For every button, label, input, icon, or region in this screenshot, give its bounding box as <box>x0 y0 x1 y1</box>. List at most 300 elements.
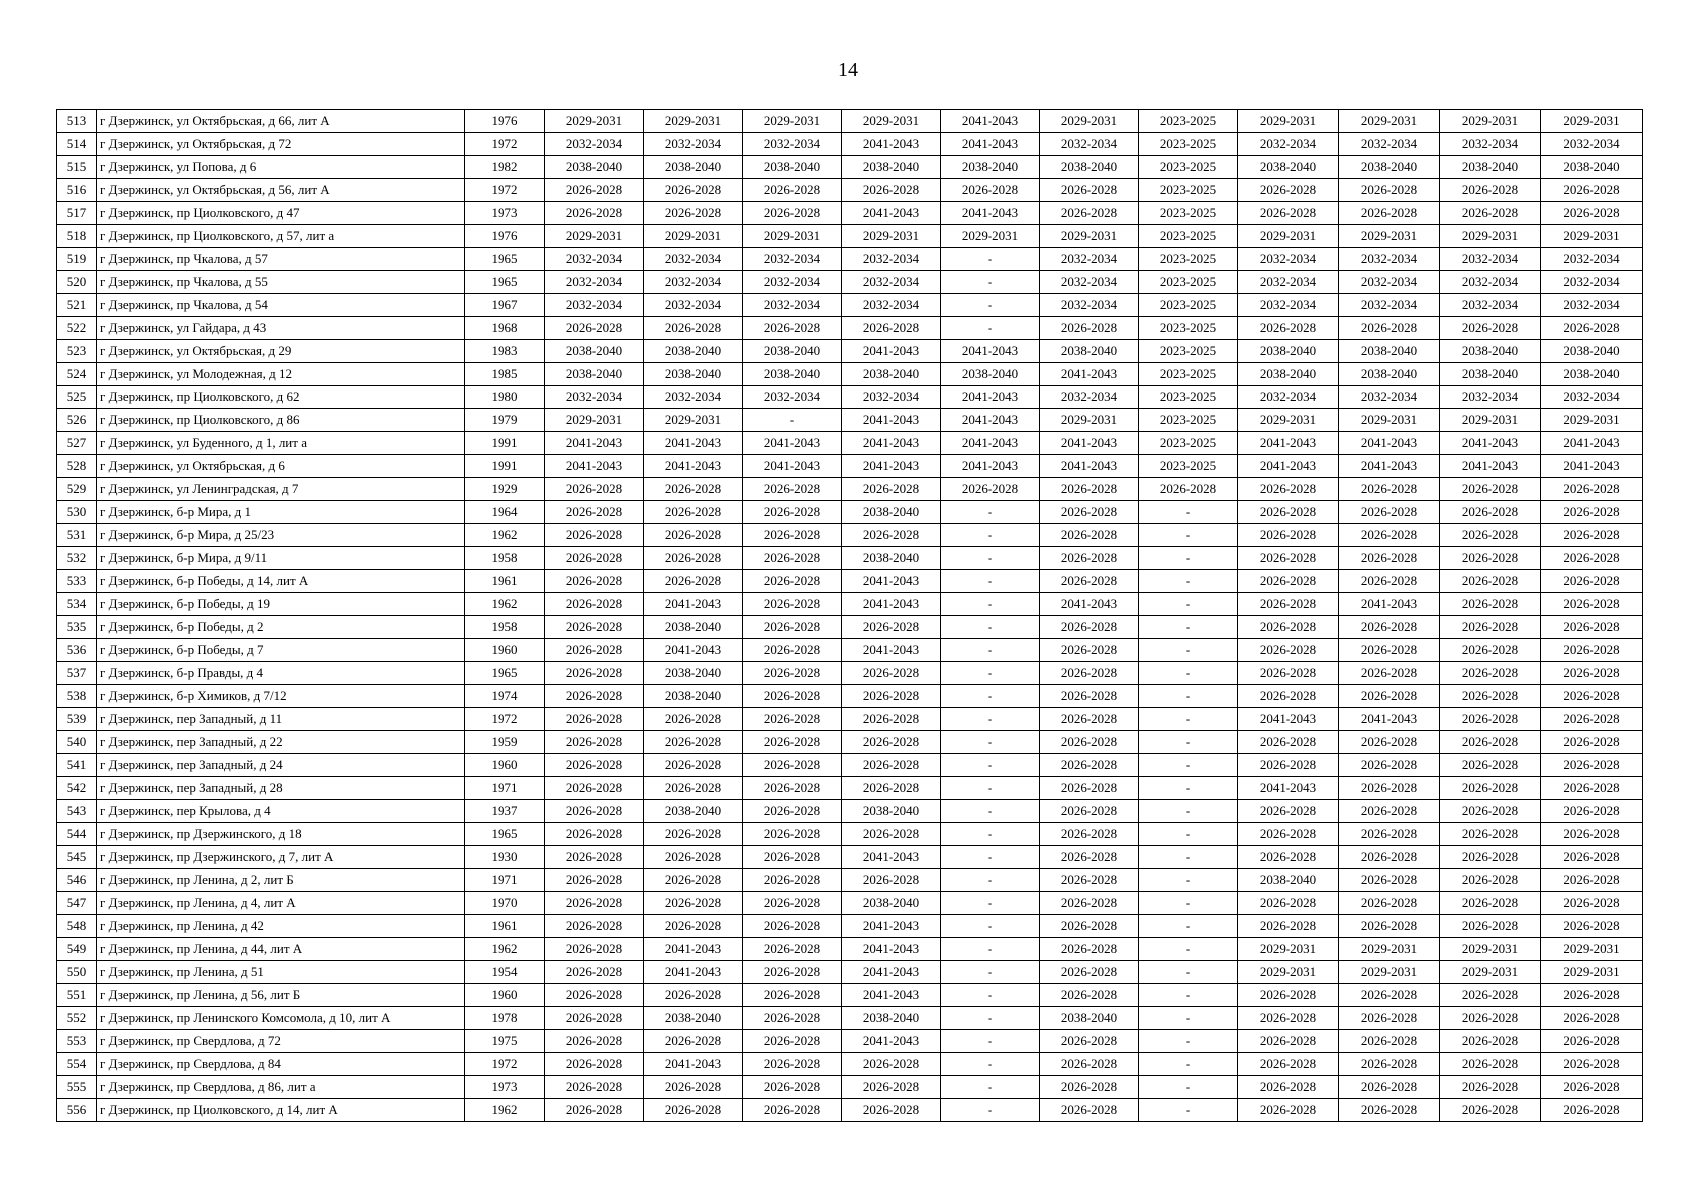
period-col-5: - <box>941 1099 1040 1122</box>
period-col-6: 2026-2028 <box>1040 1053 1139 1076</box>
row-number: 548 <box>57 915 97 938</box>
period-col-8: 2029-2031 <box>1238 225 1339 248</box>
period-col-10: 2026-2028 <box>1440 1030 1541 1053</box>
period-col-8: 2041-2043 <box>1238 777 1339 800</box>
period-col-4: 2026-2028 <box>842 179 941 202</box>
period-col-1: 2029-2031 <box>545 110 644 133</box>
table-row <box>57 708 1643 731</box>
period-col-8: 2029-2031 <box>1238 961 1339 984</box>
period-col-11: 2026-2028 <box>1541 317 1643 340</box>
period-col-5: - <box>941 294 1040 317</box>
address: г Дзержинск, пр Циолковского, д 62 <box>97 386 465 409</box>
period-col-10: 2026-2028 <box>1440 777 1541 800</box>
period-col-7: 2023-2025 <box>1139 248 1238 271</box>
period-col-3: 2026-2028 <box>743 685 842 708</box>
period-col-10: 2029-2031 <box>1440 409 1541 432</box>
period-col-8: 2038-2040 <box>1238 156 1339 179</box>
period-col-6: 2038-2040 <box>1040 340 1139 363</box>
period-col-8: 2026-2028 <box>1238 984 1339 1007</box>
address: г Дзержинск, пр Свердлова, д 86, лит а <box>97 1076 465 1099</box>
address: г Дзержинск, ул Попова, д 6 <box>97 156 465 179</box>
period-col-9: 2029-2031 <box>1339 225 1440 248</box>
period-col-3: 2026-2028 <box>743 708 842 731</box>
period-col-11: 2041-2043 <box>1541 432 1643 455</box>
year-built: 1971 <box>465 777 545 800</box>
period-col-1: 2026-2028 <box>545 317 644 340</box>
period-col-1: 2026-2028 <box>545 1076 644 1099</box>
period-col-7: - <box>1139 846 1238 869</box>
period-col-6: 2026-2028 <box>1040 524 1139 547</box>
period-col-5: - <box>941 846 1040 869</box>
period-col-2: 2026-2028 <box>644 1076 743 1099</box>
period-col-9: 2038-2040 <box>1339 363 1440 386</box>
period-col-6: 2029-2031 <box>1040 225 1139 248</box>
period-col-1: 2026-2028 <box>545 570 644 593</box>
period-col-8: 2026-2028 <box>1238 754 1339 777</box>
period-col-5: - <box>941 938 1040 961</box>
period-col-1: 2038-2040 <box>545 363 644 386</box>
period-col-7: - <box>1139 823 1238 846</box>
year-built: 1979 <box>465 409 545 432</box>
period-col-11: 2032-2034 <box>1541 271 1643 294</box>
period-col-4: 2041-2043 <box>842 432 941 455</box>
period-col-7: - <box>1139 593 1238 616</box>
period-col-9: 2026-2028 <box>1339 639 1440 662</box>
period-col-9: 2041-2043 <box>1339 432 1440 455</box>
table-row <box>57 478 1643 501</box>
period-col-11: 2026-2028 <box>1541 777 1643 800</box>
period-col-1: 2026-2028 <box>545 846 644 869</box>
period-col-7: 2023-2025 <box>1139 133 1238 156</box>
period-col-9: 2029-2031 <box>1339 938 1440 961</box>
period-col-2: 2026-2028 <box>644 777 743 800</box>
period-col-7: - <box>1139 524 1238 547</box>
period-col-10: 2038-2040 <box>1440 156 1541 179</box>
period-col-2: 2026-2028 <box>644 478 743 501</box>
period-col-2: 2038-2040 <box>644 156 743 179</box>
period-col-8: 2026-2028 <box>1238 823 1339 846</box>
table-row <box>57 823 1643 846</box>
period-col-9: 2026-2028 <box>1339 202 1440 225</box>
period-col-4: 2041-2043 <box>842 409 941 432</box>
period-col-6: 2026-2028 <box>1040 823 1139 846</box>
address: г Дзержинск, б-р Мира, д 25/23 <box>97 524 465 547</box>
period-col-8: 2026-2028 <box>1238 731 1339 754</box>
address: г Дзержинск, ул Гайдара, д 43 <box>97 317 465 340</box>
period-col-5: - <box>941 892 1040 915</box>
period-col-1: 2032-2034 <box>545 271 644 294</box>
table-row <box>57 915 1643 938</box>
period-col-1: 2038-2040 <box>545 340 644 363</box>
address: г Дзержинск, пер Западный, д 22 <box>97 731 465 754</box>
year-built: 1964 <box>465 501 545 524</box>
table-row <box>57 501 1643 524</box>
year-built: 1972 <box>465 133 545 156</box>
period-col-7: - <box>1139 892 1238 915</box>
period-col-2: 2041-2043 <box>644 961 743 984</box>
period-col-8: 2038-2040 <box>1238 869 1339 892</box>
period-col-11: 2026-2028 <box>1541 685 1643 708</box>
period-col-6: 2026-2028 <box>1040 731 1139 754</box>
year-built: 1973 <box>465 1076 545 1099</box>
period-col-4: 2032-2034 <box>842 294 941 317</box>
period-col-7: - <box>1139 501 1238 524</box>
period-col-11: 2026-2028 <box>1541 1053 1643 1076</box>
year-built: 1972 <box>465 179 545 202</box>
period-col-8: 2026-2028 <box>1238 846 1339 869</box>
period-col-3: - <box>743 409 842 432</box>
year-built: 1958 <box>465 547 545 570</box>
table-row <box>57 685 1643 708</box>
row-number: 524 <box>57 363 97 386</box>
year-built: 1982 <box>465 156 545 179</box>
period-col-2: 2038-2040 <box>644 662 743 685</box>
table-row <box>57 593 1643 616</box>
period-col-10: 2026-2028 <box>1440 869 1541 892</box>
period-col-11: 2029-2031 <box>1541 961 1643 984</box>
period-col-9: 2032-2034 <box>1339 386 1440 409</box>
period-col-2: 2041-2043 <box>644 432 743 455</box>
period-col-2: 2038-2040 <box>644 363 743 386</box>
period-col-3: 2026-2028 <box>743 938 842 961</box>
period-col-4: 2041-2043 <box>842 202 941 225</box>
period-col-10: 2026-2028 <box>1440 478 1541 501</box>
period-col-7: - <box>1139 1030 1238 1053</box>
address: г Дзержинск, пер Крылова, д 4 <box>97 800 465 823</box>
period-col-11: 2026-2028 <box>1541 1007 1643 1030</box>
period-col-9: 2026-2028 <box>1339 317 1440 340</box>
period-col-11: 2026-2028 <box>1541 639 1643 662</box>
period-col-7: 2023-2025 <box>1139 294 1238 317</box>
period-col-2: 2026-2028 <box>644 754 743 777</box>
year-built: 1974 <box>465 685 545 708</box>
period-col-7: 2023-2025 <box>1139 409 1238 432</box>
period-col-10: 2026-2028 <box>1440 731 1541 754</box>
period-col-9: 2026-2028 <box>1339 179 1440 202</box>
row-number: 542 <box>57 777 97 800</box>
address: г Дзержинск, б-р Мира, д 1 <box>97 501 465 524</box>
table-row <box>57 110 1643 133</box>
period-col-4: 2041-2043 <box>842 1030 941 1053</box>
period-col-8: 2026-2028 <box>1238 547 1339 570</box>
period-col-1: 2026-2028 <box>545 961 644 984</box>
period-col-10: 2026-2028 <box>1440 800 1541 823</box>
period-col-1: 2026-2028 <box>545 731 644 754</box>
period-col-1: 2032-2034 <box>545 248 644 271</box>
period-col-1: 2026-2028 <box>545 501 644 524</box>
period-col-10: 2026-2028 <box>1440 823 1541 846</box>
period-col-6: 2026-2028 <box>1040 1030 1139 1053</box>
period-col-11: 2026-2028 <box>1541 1099 1643 1122</box>
period-col-3: 2026-2028 <box>743 892 842 915</box>
period-col-8: 2026-2028 <box>1238 616 1339 639</box>
table-body <box>57 110 1643 1122</box>
year-built: 1962 <box>465 593 545 616</box>
period-col-6: 2026-2028 <box>1040 478 1139 501</box>
row-number: 519 <box>57 248 97 271</box>
period-col-8: 2032-2034 <box>1238 294 1339 317</box>
period-col-10: 2026-2028 <box>1440 892 1541 915</box>
period-col-1: 2026-2028 <box>545 915 644 938</box>
period-col-9: 2029-2031 <box>1339 110 1440 133</box>
address: г Дзержинск, б-р Правды, д 4 <box>97 662 465 685</box>
address: г Дзержинск, ул Буденного, д 1, лит а <box>97 432 465 455</box>
period-col-8: 2026-2028 <box>1238 915 1339 938</box>
period-col-10: 2026-2028 <box>1440 915 1541 938</box>
period-col-5: 2041-2043 <box>941 455 1040 478</box>
period-col-10: 2029-2031 <box>1440 110 1541 133</box>
period-col-5: 2026-2028 <box>941 179 1040 202</box>
year-built: 1929 <box>465 478 545 501</box>
year-built: 1967 <box>465 294 545 317</box>
period-col-5: - <box>941 662 1040 685</box>
period-col-1: 2032-2034 <box>545 133 644 156</box>
row-number: 547 <box>57 892 97 915</box>
period-col-8: 2026-2028 <box>1238 1030 1339 1053</box>
period-col-2: 2026-2028 <box>644 1030 743 1053</box>
period-col-11: 2026-2028 <box>1541 1076 1643 1099</box>
period-col-6: 2038-2040 <box>1040 156 1139 179</box>
year-built: 1965 <box>465 662 545 685</box>
period-col-2: 2026-2028 <box>644 731 743 754</box>
period-col-4: 2026-2028 <box>842 685 941 708</box>
period-col-7: - <box>1139 961 1238 984</box>
address: г Дзержинск, ул Ленинградская, д 7 <box>97 478 465 501</box>
period-col-6: 2041-2043 <box>1040 363 1139 386</box>
period-col-4: 2029-2031 <box>842 225 941 248</box>
period-col-7: - <box>1139 570 1238 593</box>
period-col-1: 2026-2028 <box>545 616 644 639</box>
row-number: 541 <box>57 754 97 777</box>
period-col-5: - <box>941 1076 1040 1099</box>
period-col-2: 2029-2031 <box>644 225 743 248</box>
address: г Дзержинск, пр Циолковского, д 14, лит А <box>97 1099 465 1122</box>
period-col-5: 2041-2043 <box>941 133 1040 156</box>
table-row <box>57 984 1643 1007</box>
row-number: 533 <box>57 570 97 593</box>
period-col-8: 2029-2031 <box>1238 938 1339 961</box>
period-col-10: 2026-2028 <box>1440 708 1541 731</box>
period-col-11: 2026-2028 <box>1541 547 1643 570</box>
year-built: 1958 <box>465 616 545 639</box>
period-col-7: 2023-2025 <box>1139 156 1238 179</box>
period-col-4: 2041-2043 <box>842 570 941 593</box>
row-number: 530 <box>57 501 97 524</box>
period-col-2: 2041-2043 <box>644 593 743 616</box>
period-col-5: 2026-2028 <box>941 478 1040 501</box>
row-number: 554 <box>57 1053 97 1076</box>
period-col-8: 2041-2043 <box>1238 455 1339 478</box>
table-row <box>57 317 1643 340</box>
period-col-5: - <box>941 961 1040 984</box>
period-col-10: 2026-2028 <box>1440 317 1541 340</box>
period-col-9: 2026-2028 <box>1339 915 1440 938</box>
row-number: 526 <box>57 409 97 432</box>
period-col-9: 2032-2034 <box>1339 294 1440 317</box>
period-col-9: 2026-2028 <box>1339 800 1440 823</box>
period-col-8: 2029-2031 <box>1238 409 1339 432</box>
period-col-2: 2026-2028 <box>644 915 743 938</box>
period-col-4: 2038-2040 <box>842 892 941 915</box>
period-col-11: 2026-2028 <box>1541 179 1643 202</box>
period-col-9: 2026-2028 <box>1339 501 1440 524</box>
period-col-2: 2026-2028 <box>644 570 743 593</box>
table-row <box>57 547 1643 570</box>
period-col-7: 2023-2025 <box>1139 386 1238 409</box>
period-col-6: 2041-2043 <box>1040 432 1139 455</box>
table-row <box>57 1076 1643 1099</box>
period-col-6: 2041-2043 <box>1040 455 1139 478</box>
period-col-6: 2026-2028 <box>1040 708 1139 731</box>
year-built: 1983 <box>465 340 545 363</box>
period-col-7: - <box>1139 800 1238 823</box>
year-built: 1965 <box>465 271 545 294</box>
period-col-11: 2032-2034 <box>1541 294 1643 317</box>
address: г Дзержинск, б-р Победы, д 7 <box>97 639 465 662</box>
period-col-11: 2026-2028 <box>1541 846 1643 869</box>
period-col-9: 2026-2028 <box>1339 547 1440 570</box>
year-built: 1962 <box>465 1099 545 1122</box>
schedule-table <box>56 109 1643 1122</box>
period-col-5: - <box>941 570 1040 593</box>
period-col-9: 2032-2034 <box>1339 248 1440 271</box>
period-col-6: 2032-2034 <box>1040 133 1139 156</box>
period-col-3: 2026-2028 <box>743 202 842 225</box>
period-col-3: 2026-2028 <box>743 846 842 869</box>
address: г Дзержинск, б-р Победы, д 2 <box>97 616 465 639</box>
table-row <box>57 363 1643 386</box>
period-col-10: 2026-2028 <box>1440 846 1541 869</box>
period-col-4: 2038-2040 <box>842 800 941 823</box>
table-row <box>57 1007 1643 1030</box>
period-col-9: 2026-2028 <box>1339 823 1440 846</box>
period-col-10: 2029-2031 <box>1440 938 1541 961</box>
period-col-10: 2026-2028 <box>1440 1099 1541 1122</box>
period-col-10: 2038-2040 <box>1440 340 1541 363</box>
period-col-11: 2026-2028 <box>1541 984 1643 1007</box>
period-col-7: 2023-2025 <box>1139 179 1238 202</box>
period-col-6: 2026-2028 <box>1040 547 1139 570</box>
period-col-8: 2032-2034 <box>1238 271 1339 294</box>
period-col-7: - <box>1139 938 1238 961</box>
period-col-3: 2026-2028 <box>743 1099 842 1122</box>
row-number: 527 <box>57 432 97 455</box>
period-col-5: 2041-2043 <box>941 340 1040 363</box>
period-col-7: 2023-2025 <box>1139 225 1238 248</box>
period-col-8: 2038-2040 <box>1238 340 1339 363</box>
period-col-6: 2026-2028 <box>1040 179 1139 202</box>
period-col-4: 2026-2028 <box>842 754 941 777</box>
period-col-5: - <box>941 754 1040 777</box>
period-col-2: 2041-2043 <box>644 938 743 961</box>
period-col-8: 2041-2043 <box>1238 708 1339 731</box>
period-col-2: 2032-2034 <box>644 133 743 156</box>
address: г Дзержинск, ул Октябрьская, д 56, лит А <box>97 179 465 202</box>
period-col-1: 2026-2028 <box>545 938 644 961</box>
period-col-7: - <box>1139 685 1238 708</box>
period-col-9: 2026-2028 <box>1339 1099 1440 1122</box>
period-col-10: 2038-2040 <box>1440 363 1541 386</box>
row-number: 515 <box>57 156 97 179</box>
period-col-10: 2026-2028 <box>1440 593 1541 616</box>
year-built: 1961 <box>465 915 545 938</box>
year-built: 1960 <box>465 984 545 1007</box>
period-col-4: 2032-2034 <box>842 248 941 271</box>
period-col-7: - <box>1139 616 1238 639</box>
period-col-8: 2026-2028 <box>1238 800 1339 823</box>
period-col-3: 2026-2028 <box>743 593 842 616</box>
period-col-8: 2026-2028 <box>1238 639 1339 662</box>
period-col-5: - <box>941 317 1040 340</box>
period-col-4: 2041-2043 <box>842 133 941 156</box>
year-built: 1962 <box>465 938 545 961</box>
period-col-6: 2026-2028 <box>1040 1099 1139 1122</box>
period-col-4: 2041-2043 <box>842 984 941 1007</box>
period-col-5: - <box>941 248 1040 271</box>
address: г Дзержинск, пр Дзержинского, д 18 <box>97 823 465 846</box>
period-col-7: - <box>1139 777 1238 800</box>
period-col-5: - <box>941 271 1040 294</box>
period-col-8: 2026-2028 <box>1238 1099 1339 1122</box>
table-row <box>57 731 1643 754</box>
period-col-4: 2026-2028 <box>842 731 941 754</box>
period-col-1: 2038-2040 <box>545 156 644 179</box>
period-col-7: 2023-2025 <box>1139 271 1238 294</box>
period-col-5: - <box>941 984 1040 1007</box>
period-col-9: 2026-2028 <box>1339 524 1440 547</box>
period-col-2: 2026-2028 <box>644 501 743 524</box>
period-col-10: 2029-2031 <box>1440 225 1541 248</box>
period-col-1: 2026-2028 <box>545 800 644 823</box>
period-col-9: 2026-2028 <box>1339 846 1440 869</box>
period-col-7: 2023-2025 <box>1139 317 1238 340</box>
period-col-1: 2026-2028 <box>545 179 644 202</box>
year-built: 1930 <box>465 846 545 869</box>
period-col-4: 2041-2043 <box>842 593 941 616</box>
row-number: 535 <box>57 616 97 639</box>
table-row <box>57 225 1643 248</box>
address: г Дзержинск, б-р Победы, д 19 <box>97 593 465 616</box>
period-col-5: 2038-2040 <box>941 156 1040 179</box>
period-col-10: 2026-2028 <box>1440 1053 1541 1076</box>
period-col-4: 2041-2043 <box>842 961 941 984</box>
period-col-4: 2041-2043 <box>842 639 941 662</box>
period-col-3: 2026-2028 <box>743 754 842 777</box>
period-col-3: 2026-2028 <box>743 662 842 685</box>
period-col-2: 2026-2028 <box>644 823 743 846</box>
row-number: 517 <box>57 202 97 225</box>
period-col-5: - <box>941 777 1040 800</box>
period-col-10: 2026-2028 <box>1440 570 1541 593</box>
year-built: 1960 <box>465 639 545 662</box>
row-number: 545 <box>57 846 97 869</box>
period-col-3: 2032-2034 <box>743 271 842 294</box>
period-col-4: 2026-2028 <box>842 662 941 685</box>
period-col-10: 2026-2028 <box>1440 1007 1541 1030</box>
period-col-5: - <box>941 731 1040 754</box>
period-col-2: 2041-2043 <box>644 1053 743 1076</box>
period-col-3: 2026-2028 <box>743 639 842 662</box>
period-col-2: 2032-2034 <box>644 386 743 409</box>
period-col-3: 2026-2028 <box>743 777 842 800</box>
period-col-9: 2038-2040 <box>1339 340 1440 363</box>
table-row <box>57 386 1643 409</box>
period-col-11: 2032-2034 <box>1541 248 1643 271</box>
row-number: 540 <box>57 731 97 754</box>
period-col-10: 2026-2028 <box>1440 754 1541 777</box>
period-col-1: 2026-2028 <box>545 869 644 892</box>
period-col-2: 2038-2040 <box>644 800 743 823</box>
